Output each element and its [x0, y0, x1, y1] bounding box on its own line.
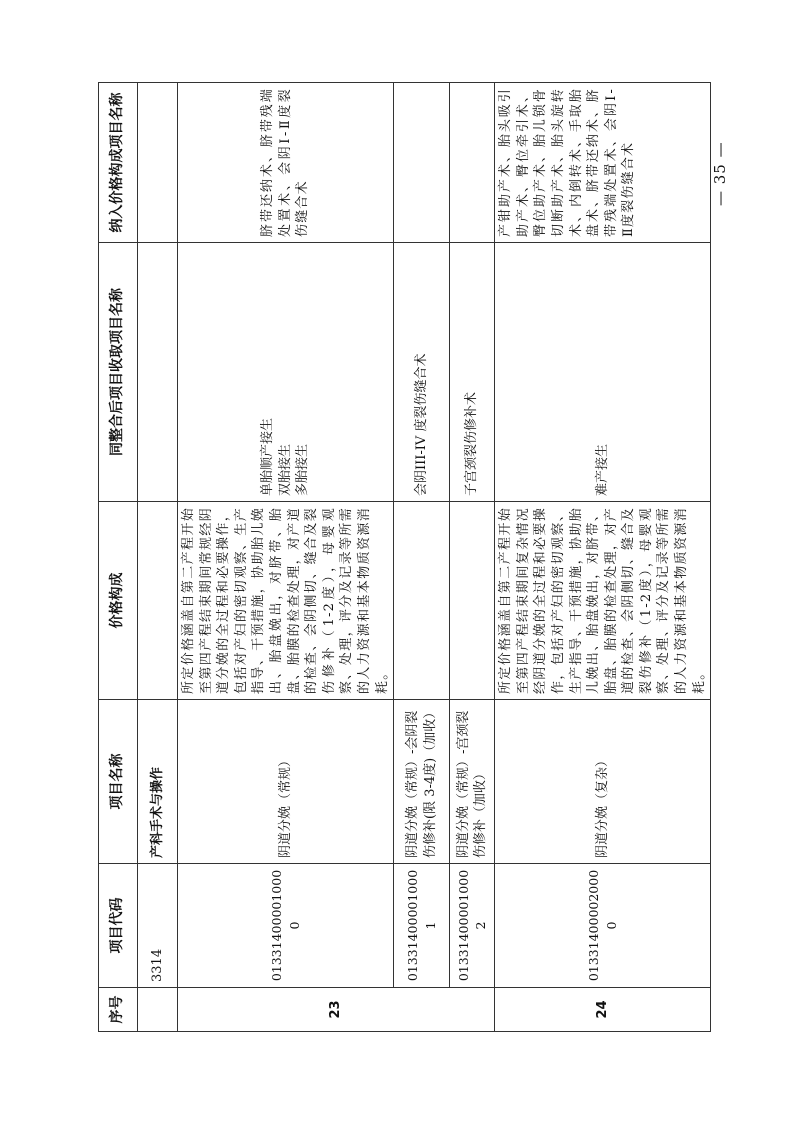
cell-empty	[138, 502, 178, 700]
header-merged: 同整合后项目收取项目名称	[99, 243, 138, 502]
header-code: 项目代码	[99, 864, 138, 988]
row-price: 所定价格涵盖自第二产程开始至第四产程结束期间常规经阴道分娩的全过程和必要操作，包括对产妇的密切观察、生产指导、干预措施，协助胎儿娩出、胎盘娩出，对脐带、胎盘、胎膜的检查处理，对产道的检查、会阴侧切、缝合及裂伤修补（1-2度），母婴观察、处理，评分及记录等所需的人力资源和基本物质资源消耗。	[178, 502, 394, 700]
row-price: 所定价格涵盖自第二产程开始至第四产程结束期间复杂情况经阴道分娩的全过程和必要操作，包括对产妇的密切观察、生产指导、干预措施，协助胎儿娩出、胎盘娩出，对脐带、胎盘、胎膜的检查处理，对产道的检查、会阴侧切、缝合及裂伤修补（1-2度），母婴观察、处理、评分及记录等所需的人力资源和基本物质资源消耗。	[495, 502, 711, 700]
table-row	[450, 83, 495, 1032]
table-row	[394, 83, 450, 1032]
row-name: 阴道分娩（复杂）	[495, 700, 711, 864]
row-price	[450, 502, 495, 700]
row-included: 产钳助产术、胎头吸引助产术、臀位牵引术、臀位助产术、胎儿锁骨切断助产术、胎头旋转术、内倒转术、手取胎盘术、脐带还纳术、脐带残端处置术、会阴Ⅰ-Ⅱ度裂伤缝合术	[495, 83, 711, 243]
row-merged: 单胎顺产接生 双胎接生 多胎接生	[178, 243, 394, 502]
row-merged: 会阴III-IV 度裂伤缝合术	[394, 243, 450, 502]
row-code: 013314000010000	[178, 864, 394, 988]
header-price: 价格构成	[99, 502, 138, 700]
rotated-page	[98, 83, 729, 1032]
category-name: 产科手术与操作	[138, 700, 178, 864]
cell-empty	[138, 243, 178, 502]
row-code: 013314000020000	[495, 864, 711, 988]
row-name: 阴道分娩（常规）	[178, 700, 394, 864]
row-seq: 24	[495, 988, 711, 1032]
row-included	[394, 83, 450, 243]
row-included	[450, 83, 495, 243]
row-seq: 23	[178, 988, 495, 1032]
cell-empty	[138, 83, 178, 243]
header-row	[99, 83, 138, 1032]
header-name: 项目名称	[99, 700, 138, 864]
page-number: — 35 —	[711, 141, 729, 206]
row-name: 阴道分娩（常规）-会阴裂伤修补(限 3-4度)（加收）	[394, 700, 450, 864]
row-included: 脐带还纳术、脐带残端处置术、会阴Ⅰ-Ⅱ度裂伤缝合术	[178, 83, 394, 243]
category-row	[138, 83, 178, 1032]
cell-empty	[138, 988, 178, 1032]
header-seq: 序号	[99, 988, 138, 1032]
row-code: 013314000010002	[450, 864, 495, 988]
row-name: 阴道分娩（常规）-宫颈裂伤修补（加收）	[450, 700, 495, 864]
row-code: 013314000010001	[394, 864, 450, 988]
category-code: 3314	[138, 864, 178, 988]
table-row	[178, 83, 394, 1032]
header-included: 纳入价格构成项目名称	[99, 83, 138, 243]
row-price	[394, 502, 450, 700]
row-merged: 子宫颈裂伤修补术	[450, 243, 495, 502]
row-merged: 难产接生	[495, 243, 711, 502]
price-table	[98, 82, 711, 1032]
table-row	[495, 83, 711, 1032]
